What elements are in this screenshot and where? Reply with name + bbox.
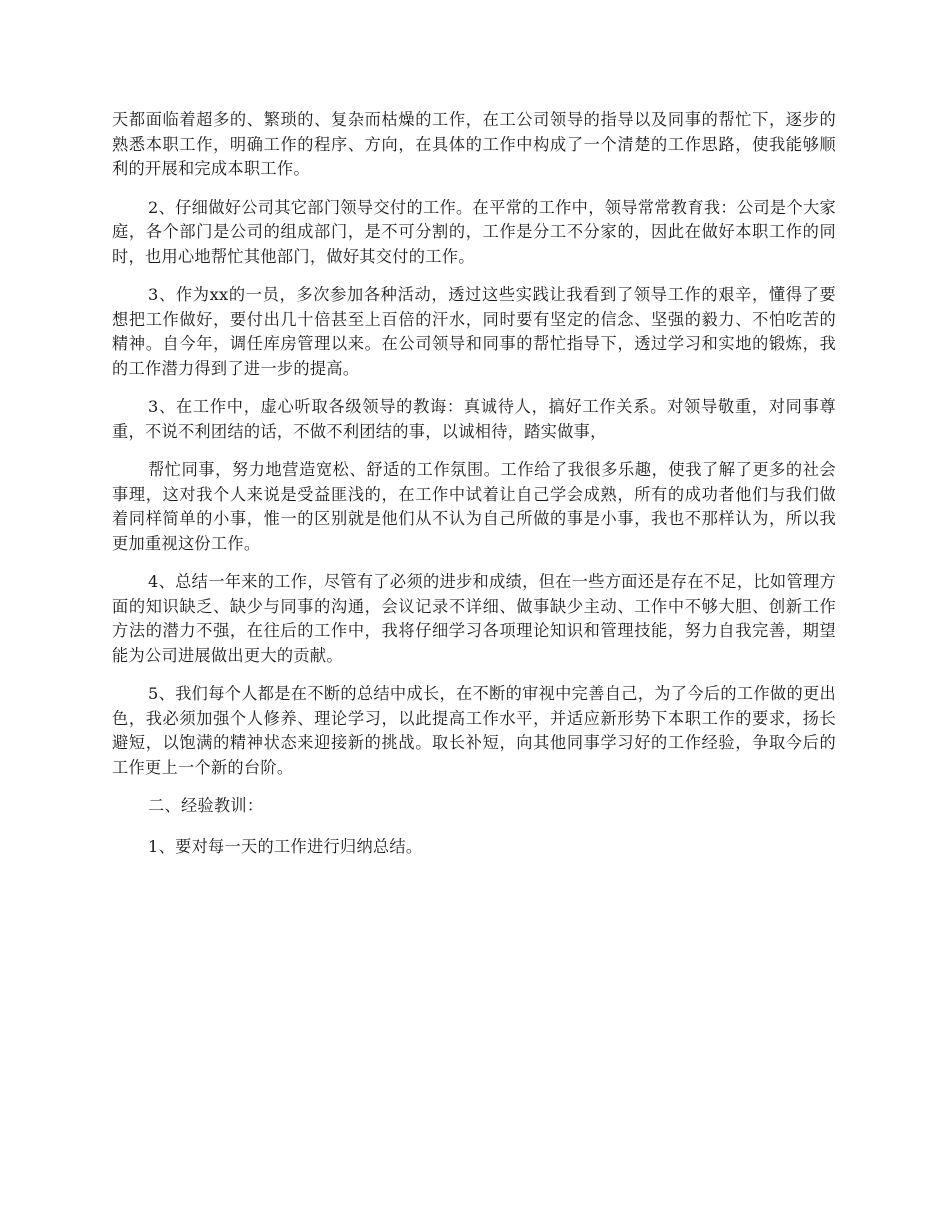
paragraph-item-2: 2、仔细做好公司其它部门领导交付的工作。在平常的工作中，领导常常教育我：公司是个大家庭，各个部门是公司的组成部门，是不可分割的，工作是分工不分家的，因此在做好本职工作的同时，也用心地帮忙其他部门，做好其交付的工作。 xyxy=(112,197,836,266)
paragraph-item-3-activities: 3、作为xx的一员，多次参加各种活动，透过这些实践让我看到了领导工作的艰辛，懂得了要想把工作做好，要付出几十倍甚至上百倍的汗水，同时要有坚定的信念、坚强的毅力、不怕吃苦的精神。自今年，调任库房管理以来。在公司领导和同事的帮忙指导下，透过学习和实地的锻炼，我的工作潜力得到了进一步的提高。 xyxy=(112,285,836,378)
paragraph-helping-colleagues: 帮忙同事，努力地营造宽松、舒适的工作氛围。工作给了我很多乐趣，使我了解了更多的社会事理，这对我个人来说是受益匪浅的，在工作中试着让自己学会成熟，所有的成功者他们与我们做着同样简单的小事，惟一的区别就是他们从不认为自己所做的事是小事，我也不那样认为，所以我更加重视这份工作。 xyxy=(112,460,836,553)
paragraph-item-5: 5、我们每个人都是在不断的总结中成长，在不断的审视中完善自己，为了今后的工作做的更出色，我必须加强个人修养、理论学习，以此提高工作水平，并适应新形势下本职工作的要求，扬长避短，以饱满的精神状态来迎接新的挑战。取长补短，向其他同事学习好的工作经验，争取今后的工作更上一个新的台阶。 xyxy=(112,684,836,777)
paragraph-continuation: 天都面临着超多的、繁琐的、复杂而枯燥的工作，在工公司领导的指导以及同事的帮忙下，逐步的熟悉本职工作，明确工作的程序、方向，在具体的工作中构成了一个清楚的工作思路，使我能够顺利的开展和完成本职工作。 xyxy=(112,110,836,178)
section-heading-lessons: 二、经验教训： xyxy=(148,796,264,815)
paragraph-item-3-attitude: 3、在工作中，虚心听取各级领导的教诲：真诚待人，搞好工作关系。对领导敬重，对同事尊重，不说不利团结的话，不做不利团结的事，以诚相待，踏实做事， xyxy=(112,397,836,441)
paragraph-item-4: 4、总结一年来的工作，尽管有了必须的进步和成绩，但在一些方面还是存在不足，比如管理方面的知识缺乏、缺少与同事的沟通，会议记录不详细、做事缺少主动、工作中不够大胆、创新工作方法的潜力不强，在往后的工作中，我将仔细学习各项理论知识和管理技能，努力自我完善，期望能为公司进展做出更大的贡献。 xyxy=(112,572,836,665)
paragraph-lesson-1: 1、要对每一天的工作进行归纳总结。 xyxy=(148,836,423,856)
document-page xyxy=(112,108,836,873)
